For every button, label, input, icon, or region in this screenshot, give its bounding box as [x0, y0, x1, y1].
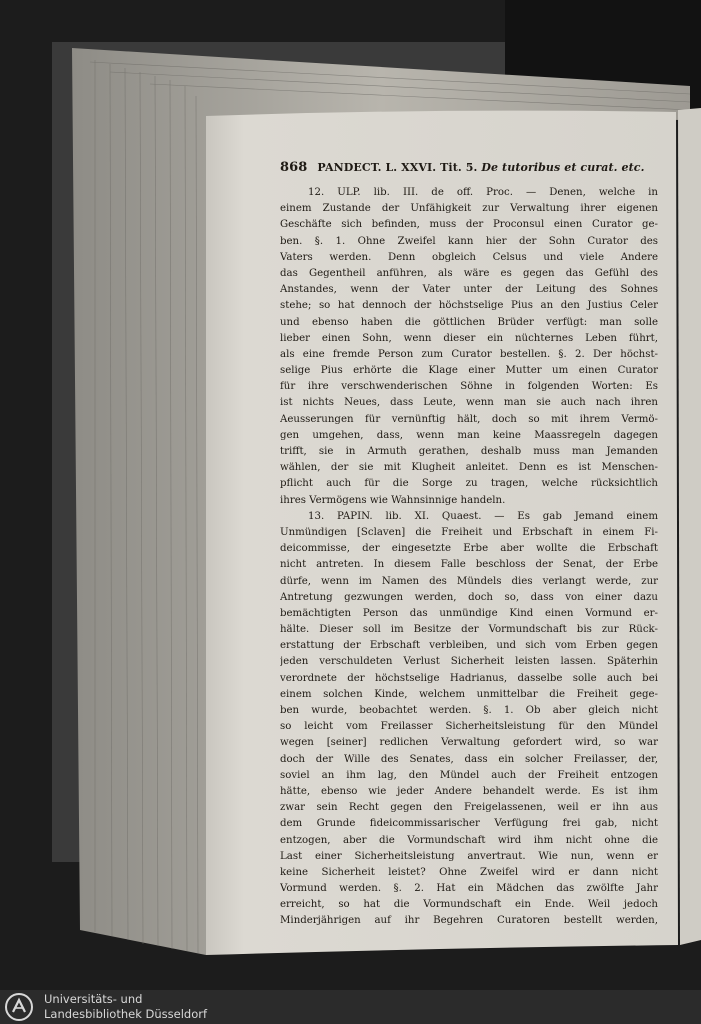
adjacent-page	[678, 108, 701, 945]
text-line: 13. PAPIN. lib. XI. Quaest. — Es gab Jemand einem	[308, 510, 658, 522]
text-line: stehe; so hat dennoch der höchstselige Pius an den Justius Celer	[280, 300, 658, 312]
text-line: trifft, sie in Armuth gerathen, deshalb muss man Jemanden	[280, 446, 658, 457]
text-line: Vormund werden. §. 2. Hat ein Mädchen das zwölfte Jahr	[280, 883, 658, 895]
text-line: wählen, der sie mit Klugheit anleitet. Denn es ist Menschen-	[280, 462, 658, 474]
text-line: hälte. Dieser soll im Besitze der Vormundschaft bis zur Rück-	[280, 624, 658, 636]
text-line: ihres Vermögens wie Wahnsinnige handeln.	[280, 494, 506, 506]
text-line: hätte, ebenso wie jeder Andere behandelt werde. Es ist ihm	[280, 785, 658, 797]
text-line: deicommisse, der eingesetzte Erbe aber wollte die Erbschaft	[280, 543, 658, 555]
text-line: dem Grunde fideicommissarischer Verfügung frei gab, nicht	[280, 818, 658, 830]
text-line: das Gegentheil anführen, als wäre es gegen das Gefühl des	[280, 267, 658, 279]
text-line: für ihre verschwenderischen Söhne in folgenden Worten: Es	[280, 381, 658, 393]
running-head	[280, 160, 658, 175]
library-name	[44, 992, 207, 1022]
text-line: einem Zustande der Unfähigkeit zur Verwaltung ihrer eigenen	[280, 203, 658, 215]
text-line: ist nichts Neues, dass Leute, wenn man sie auch nach ihren	[280, 397, 658, 409]
library-footer	[0, 990, 701, 1024]
running-head-subtitle: De tutoribus et curat. etc.	[481, 161, 645, 174]
text-line: keine Sicherheit leistet? Ohne Zweifel wird er dann nicht	[280, 866, 658, 878]
text-line: selige Pius erhörte die Klage einer Mutter um einen Curator	[280, 365, 658, 377]
text-line: Last einer Sicherheitsleistung anvertraut. Wie nun, wenn er	[280, 850, 658, 862]
text-line: Minderjährigen auf ihr Begehren Curatoren bestellt werden,	[280, 915, 658, 927]
text-line: einem solchen Kinde, welchem unmittelbar die Freiheit gege-	[280, 688, 658, 700]
library-name-line2: Landesbibliothek Düsseldorf	[44, 1007, 208, 1021]
body-text	[280, 185, 658, 930]
text-line: pflicht auch für die Sorge zu tragen, welche rücksichtlich	[280, 478, 658, 490]
text-line: Anstandes, wenn der Vater unter der Leitung des Sohnes	[280, 284, 658, 296]
page-text	[280, 160, 658, 930]
text-line: Aeusserungen für vernünftig hält, doch so mit ihrem Vermö-	[280, 413, 658, 425]
text-line: Unmündigen [Sclaven] die Freiheit und Erbschaft in einem Fi-	[280, 526, 658, 538]
text-line: ben wurde, beobachtet werden. §. 1. Ob aber gleich nicht	[280, 705, 658, 716]
text-line: jeden verschuldeten Verlust Sicherheit leisten lassen. Späterhin	[280, 656, 658, 668]
text-line: zwar sein Recht gegen den Freigelassenen, weil er ihn aus	[280, 802, 658, 814]
text-line: verordnete der höchstselige Hadrianus, dasselbe solle auch bei	[280, 672, 658, 684]
text-line: 12. ULP. lib. III. de off. Proc. — Denen, welche in	[308, 187, 658, 198]
text-line: doch der Wille des Senates, dass ein solcher Freilasser, der,	[280, 753, 658, 765]
text-line: ben. §. 1. Ohne Zweifel kann hier der Sohn Curator des	[280, 235, 658, 247]
text-line: entzogen, aber die Vormundschaft wird ihm nicht ohne die	[280, 834, 658, 846]
text-line: soviel an ihm lag, den Mündel auch der Freiheit entzogen	[280, 769, 658, 781]
text-line: nicht antreten. In diesem Falle beschloss der Senat, der Erbe	[280, 559, 658, 571]
text-line: erreicht, so hat die Vormundschaft ein Ende. Weil jedoch	[280, 899, 658, 911]
text-line: erstattung der Erbschaft verbleiben, und sich vom Erben gegen	[280, 640, 658, 652]
running-head-title: PANDECT. L. XXVI. Tit. 5.	[317, 161, 478, 174]
library-name-line1: Universitäts- und	[44, 992, 143, 1006]
text-line: Vaters werden. Denn obgleich Celsus und viele Andere	[280, 251, 658, 263]
text-line: als eine fremde Person zum Curator bestellen. §. 2. Der höchst-	[280, 348, 658, 360]
page-number: 868	[280, 160, 308, 175]
text-line: lieber einen Sohn, wenn dieser ein nüchternes Leben führt,	[280, 332, 658, 344]
text-line: Geschäfte sich befinden, muss der Proconsul einen Curator ge-	[280, 219, 658, 231]
text-line: so leicht vom Freilasser Sicherheitsleistung für den Mündel	[280, 721, 658, 733]
text-line: gen umgehen, dass, wenn man keine Maassregeln dagegen	[280, 429, 658, 441]
text-line: und ebenso haben die göttlichen Brüder verfügt: man solle	[280, 316, 658, 328]
text-line: Antretung gezwungen werden, doch so, dass von einer dazu	[280, 591, 658, 603]
text-line: bemächtigten Person das unmündige Kind einen Vormund er-	[280, 607, 658, 619]
text-line: wegen [seiner] redlichen Verwaltung gefordert wird, so war	[280, 737, 658, 749]
text-line: dürfe, wenn im Namen des Mündels dies verlangt werde, zur	[280, 575, 658, 587]
library-logo-icon	[4, 992, 34, 1022]
